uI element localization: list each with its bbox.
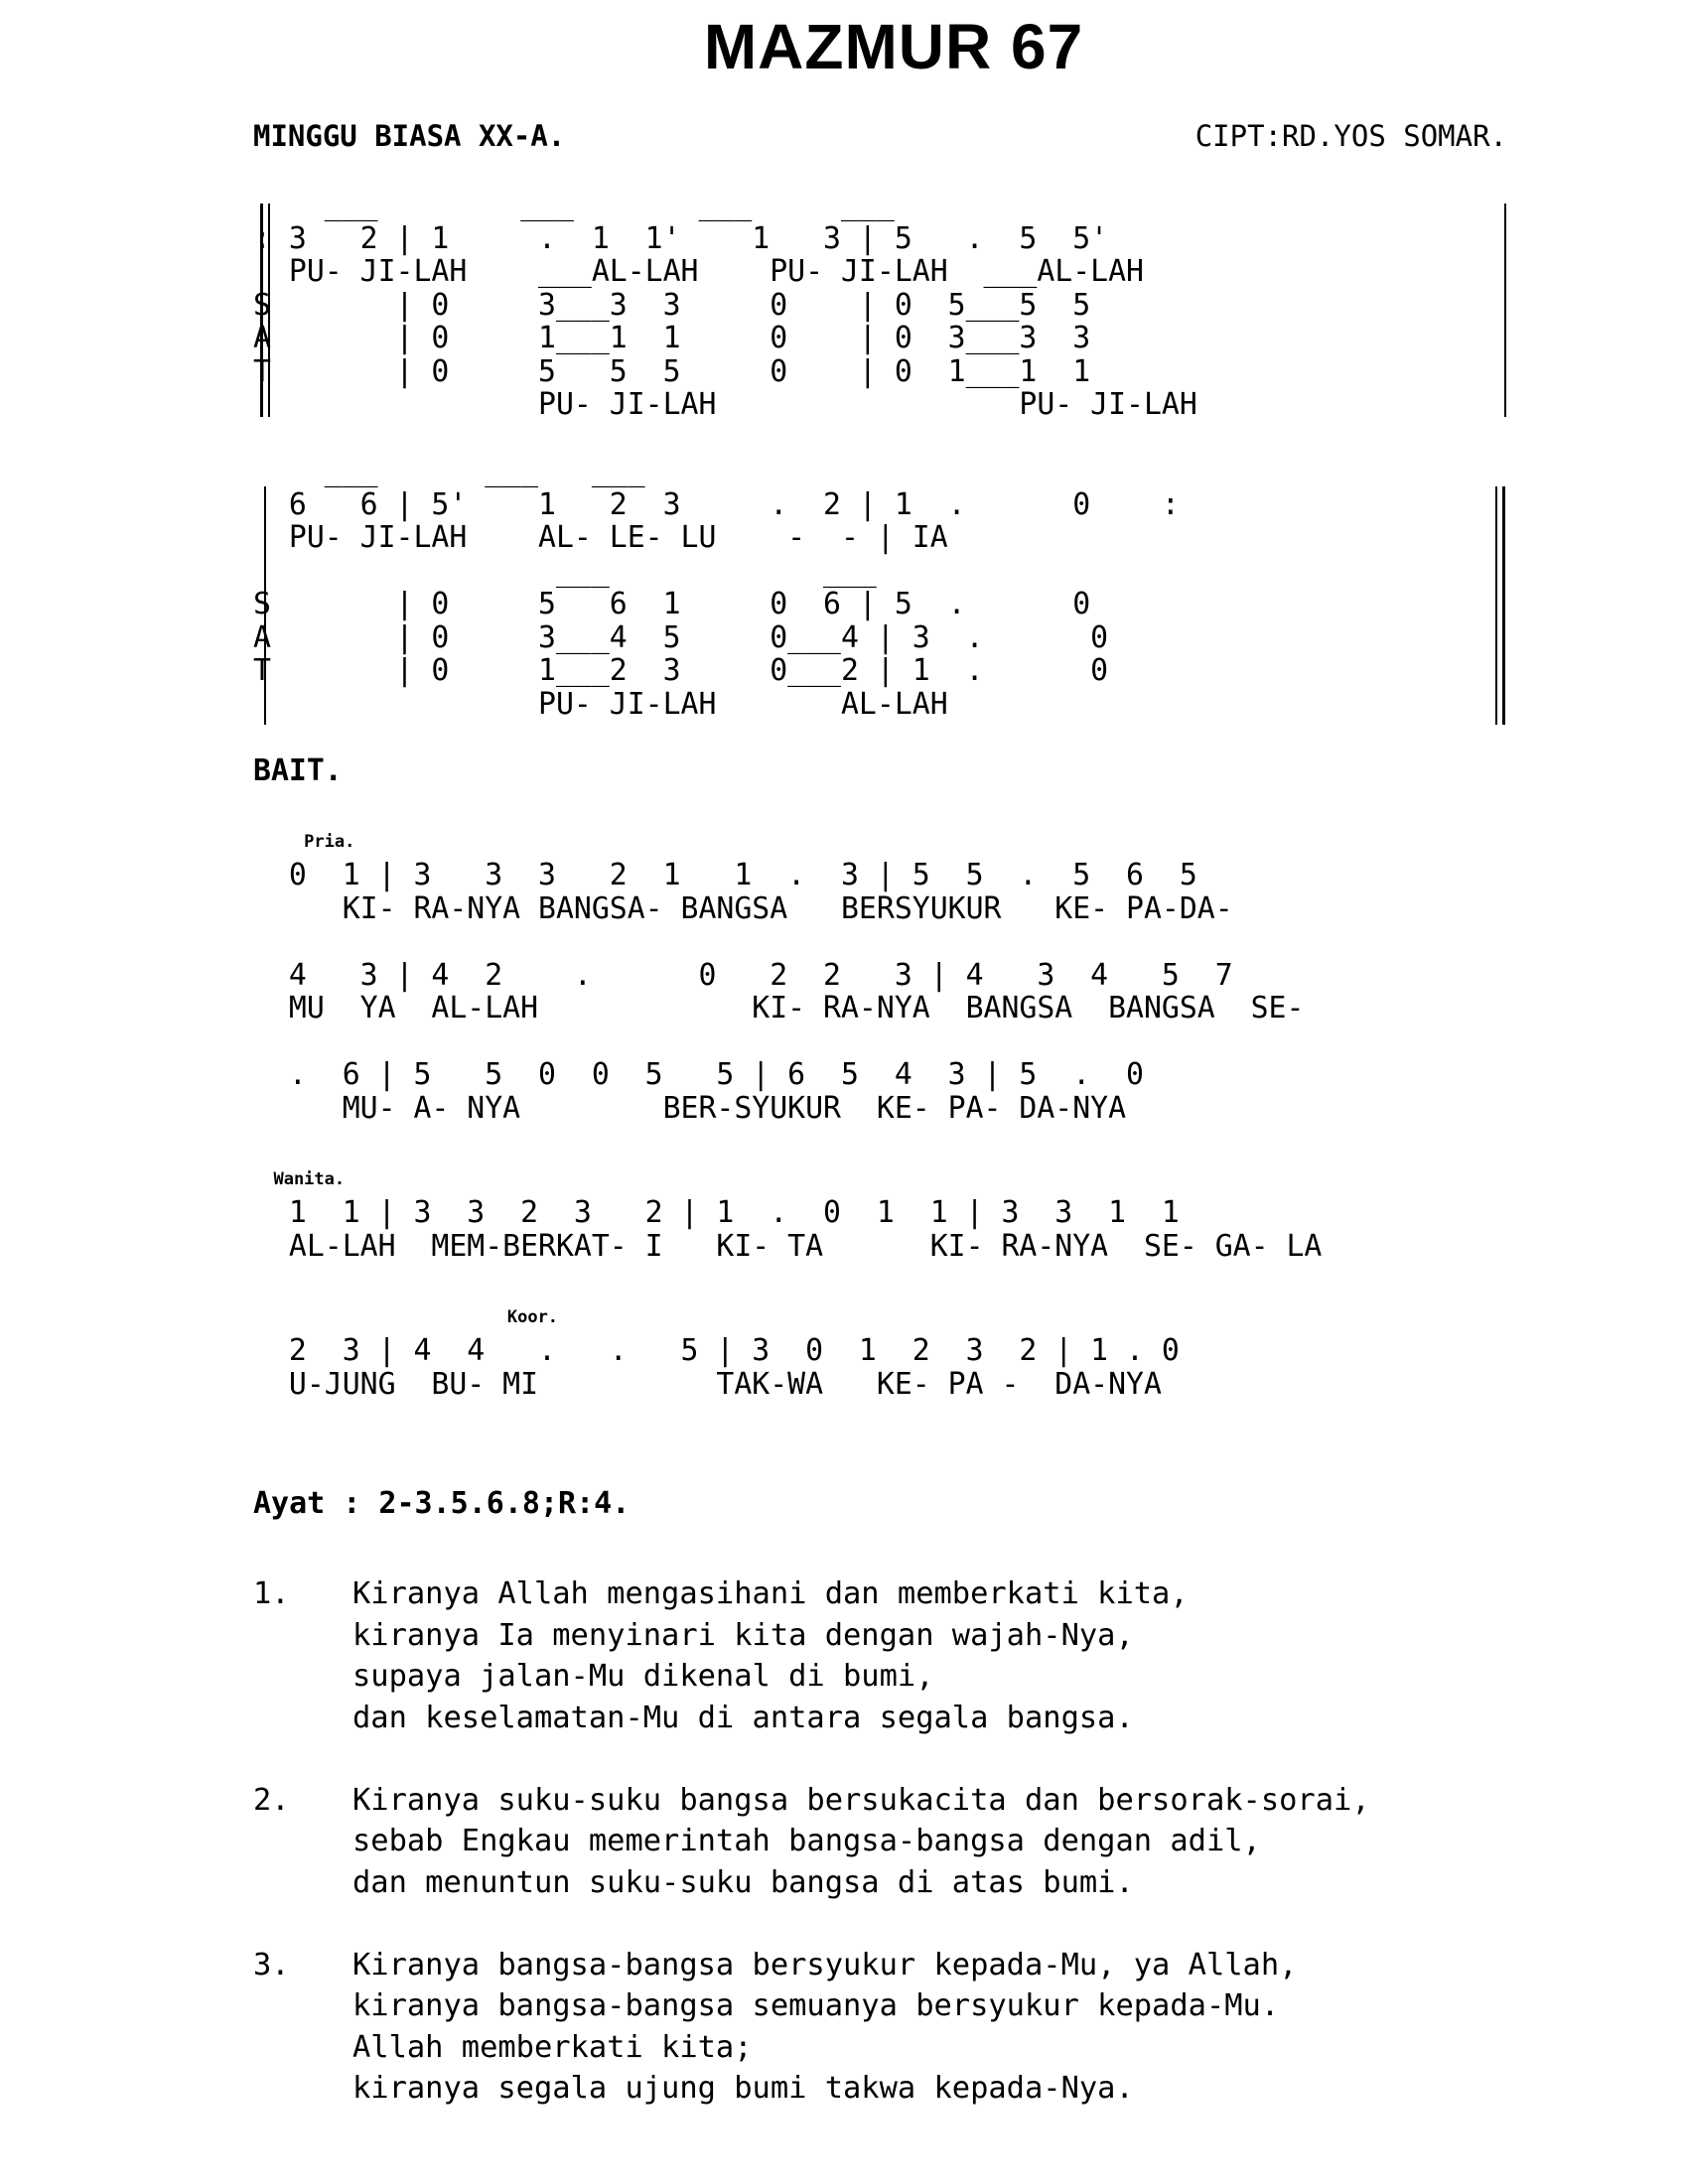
score-line: A | 0 1___1 1 0 | 0 3___3 3 bbox=[253, 321, 1091, 355]
sheet-music-score bbox=[253, 189, 1534, 1401]
score-line: A | 0 3___4 5 0___4 | 3 . 0 bbox=[253, 619, 1109, 655]
score-line: 0 1 | 3 3 3 2 1 1 . 3 | 5 5 . 5 6 5 bbox=[253, 858, 1197, 892]
score-line: PU- JI-LAH PU- JI-LAH bbox=[253, 387, 1197, 422]
score-line: 1 1 | 3 3 2 3 2 | 1 . 0 1 1 | 3 3 1 1 bbox=[253, 1195, 1180, 1230]
score-line: KI- RA-NYA BANGSA- BANGSA BERSYUKUR KE- PA-DA- bbox=[253, 890, 1233, 926]
occasion-label: MINGGU BIASA XX-A. bbox=[253, 119, 566, 153]
score-line: T | 0 1___2 3 0___2 | 1 . 0 bbox=[253, 653, 1109, 688]
score-line: . 6 | 5 5 0 0 5 5 | 6 5 4 3 | 5 . 0 bbox=[253, 1057, 1144, 1092]
verse-item bbox=[253, 1780, 1544, 1904]
verse-line: dan keselamatan-Mu di antara segala bangsa. bbox=[352, 1700, 1134, 1735]
score-line: PU- JI-LAH AL- LE- LU - - | IA bbox=[253, 520, 948, 555]
verse-line: kiranya Ia menyinari kita dengan wajah-Nya, bbox=[352, 1617, 1134, 1653]
ayat-reference: Ayat : 2-3.5.6.8;R:4. bbox=[253, 1486, 631, 1521]
score-line: S | 0 5 6 1 0 6 | 5 . 0 bbox=[253, 587, 1091, 621]
score-line: S | 0 3___3 3 0 | 0 5___5 5 bbox=[253, 287, 1091, 323]
score-line: ___ ___ bbox=[253, 553, 877, 589]
score-line: AL-LAH MEM-BERKAT- I KI- TA KI- RA-NYA SE- GA- LA bbox=[253, 1228, 1323, 1264]
verse-line: dan menuntun suku-suku bangsa di atas bumi. bbox=[352, 1864, 1134, 1900]
composer-credit: CIPT:RD.YOS SOMAR. bbox=[1194, 119, 1507, 153]
score-line: MU- A- NYA BER-SYUKUR KE- PA- DA-NYA bbox=[253, 1090, 1127, 1126]
score-line: U-JUNG BU- MI TAK-WA KE- PA - DA-NYA bbox=[253, 1366, 1162, 1402]
score-line: : 3 2 | 1 . 1 1' 1 3 | 5 . 5 5' bbox=[253, 220, 1109, 256]
verse-line: Allah memberkati kita; bbox=[352, 2029, 753, 2065]
bait-heading: BAIT. bbox=[253, 752, 343, 788]
score-line: T | 0 5 5 5 0 | 0 1___1 1 bbox=[253, 353, 1091, 389]
koor-marking: Koor. bbox=[253, 1306, 559, 1327]
verse-line: kiranya segala ujung bumi takwa kepada-Nya. bbox=[352, 2071, 1134, 2106]
score-line: MU YA AL-LAH KI- RA-NYA BANGSA BANGSA SE- bbox=[253, 991, 1305, 1025]
score-line: PU- JI-LAH ___AL-LAH PU- JI-LAH ___AL-LAH bbox=[253, 254, 1144, 289]
score-line: PU- JI-LAH AL-LAH bbox=[253, 686, 948, 722]
verse-number: 2. bbox=[253, 1782, 290, 1818]
verse-item bbox=[253, 1573, 1544, 1738]
verse-line: Kiranya Allah mengasihani dan memberkati kita, bbox=[352, 1576, 1189, 1611]
verse-list bbox=[253, 1573, 1544, 2150]
verse-item bbox=[253, 1945, 1544, 2110]
score-line: 6 6 | 5' 1 2 3 . 2 | 1 . 0 : bbox=[253, 486, 1180, 522]
wanita-marking: Wanita. bbox=[253, 1168, 346, 1189]
verse-number: 1. bbox=[253, 1576, 290, 1611]
score-line: ___ ___ ___ ___ bbox=[253, 188, 895, 222]
verse-line: kiranya bangsa-bangsa semuanya bersyukur kepada-Mu. bbox=[352, 1988, 1280, 2023]
verse-line: supaya jalan-Mu dikenal di bumi, bbox=[352, 1659, 934, 1694]
score-line: 4 3 | 4 2 . 0 2 2 3 | 4 3 4 5 7 bbox=[253, 957, 1233, 993]
page-title: MAZMUR 67 bbox=[703, 11, 1084, 82]
verse-line: Kiranya bangsa-bangsa bersyukur kepada-Mu, ya Allah, bbox=[352, 1947, 1298, 1982]
verse-number: 3. bbox=[253, 1947, 290, 1982]
score-line: 2 3 | 4 4 . . 5 | 3 0 1 2 3 2 | 1 . 0 bbox=[253, 1333, 1180, 1368]
score-line: ___ ___ ___ bbox=[253, 454, 645, 488]
verse-line: Kiranya suku-suku bangsa bersukacita dan bersorak-sorai, bbox=[352, 1782, 1370, 1818]
verse-line: sebab Engkau memerintah bangsa-bangsa dengan adil, bbox=[352, 1824, 1261, 1858]
pria-marking: Pria. bbox=[253, 831, 355, 852]
